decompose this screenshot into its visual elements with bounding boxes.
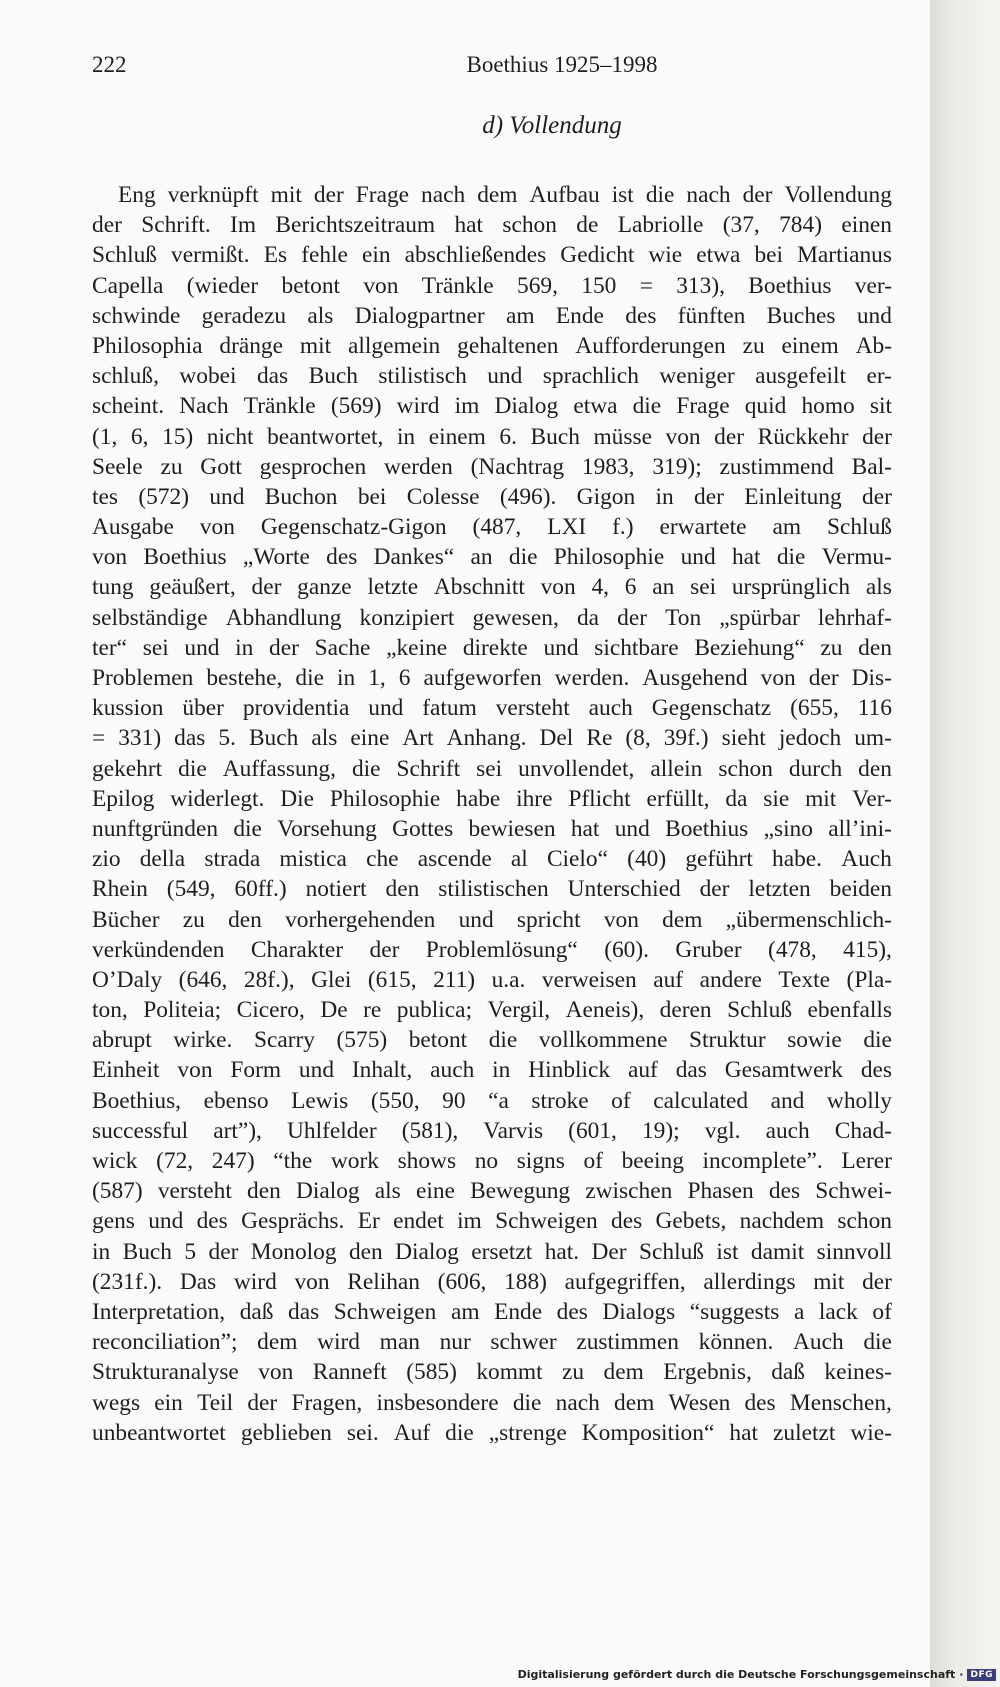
body-text: [92, 180, 892, 1448]
text-line: zio della strada mistica che ascende al Cielo“ (40) geführt habe. Auch: [92, 846, 892, 873]
text-line: Boethius, ebenso Lewis (550, 90 “a stroke of calculated and wholly: [92, 1087, 892, 1114]
running-title: Boethius 1925–1998: [466, 52, 658, 77]
page-gutter-shadow: [930, 0, 1000, 1687]
dfg-logo: DFG: [967, 1669, 996, 1681]
text-line: unbeantwortet geblieben sei. Auf die „strenge Komposition“ hat zuletzt wie-: [92, 1419, 892, 1446]
text-line: Capella (wieder betont von Tränkle 569, 150 = 313), Boethius ver-: [92, 272, 892, 299]
text-line: (587) versteht den Dialog als eine Bewegung zwischen Phasen des Schwei-: [92, 1178, 892, 1205]
text-line: O’Daly (646, 28f.), Glei (615, 211) u.a. verweisen auf andere Texte (Pla-: [92, 966, 892, 993]
text-line: Strukturanalyse von Ranneft (585) kommt zu dem Ergebnis, daß keines-: [92, 1359, 892, 1386]
text-line: abrupt wirke. Scarry (575) betont die vollkommene Struktur sowie die: [92, 1027, 892, 1054]
text-line: von Boethius „Worte des Dankes“ an die Philosophie und hat die Vermu-: [92, 544, 892, 571]
text-line: tes (572) und Buchon bei Colesse (496). Gigon in der Einleitung der: [92, 483, 892, 510]
text-line: schluß, wobei das Buch stilistisch und sprachlich weniger ausgefeilt er-: [92, 363, 892, 390]
text-line: Eng verknüpft mit der Frage nach dem Aufbau ist die nach der Vollendung: [118, 182, 892, 208]
text-line: tung geäußert, der ganze letzte Abschnitt von 4, 6 an sei ursprünglich als: [92, 574, 892, 601]
text-line: verkündenden Charakter der Problemlösung“ (60). Gruber (478, 415),: [92, 936, 892, 963]
text-line: schwinde geradezu als Dialogpartner am Ende des fünften Buches und: [92, 302, 892, 329]
text-line: Bücher zu den vorhergehenden und spricht von dem „übermenschlich-: [92, 906, 892, 933]
text-line: Problemen bestehe, die in 1, 6 aufgeworfen werden. Ausgehend von der Dis-: [92, 665, 892, 691]
text-line: scheint. Nach Tränkle (569) wird im Dialog etwa die Frage quid homo sit: [92, 393, 892, 420]
text-line: Ausgabe von Gegenschatz-Gigon (487, LXI f.) erwartete am Schluß: [92, 514, 892, 541]
text-line: (231f.). Das wird von Relihan (606, 188) aufgegriffen, allerdings mit der: [92, 1268, 892, 1295]
text-line: in Buch 5 der Monolog den Dialog ersetzt hat. Der Schluß ist damit sinnvoll: [92, 1238, 892, 1265]
text-line: = 331) das 5. Buch als eine Art Anhang. Del Re (8, 39f.) sieht jedoch um-: [92, 725, 892, 752]
text-line: Schluß vermißt. Es fehle ein abschließendes Gedicht wie etwa bei Martianus: [92, 242, 892, 269]
text-line: reconciliation”; dem wird man nur schwer zustimmen können. Auch die: [92, 1329, 892, 1356]
text-line: ton, Politeia; Cicero, De re publica; Vergil, Aeneis), deren Schluß ebenfalls: [92, 997, 892, 1024]
text-line: ter“ sei und in der Sache „keine direkte und sichtbare Beziehung“ zu den: [92, 634, 892, 661]
digitization-credit: Digitalisierung gefördert durch die Deutsche Forschungsgemeinschaft · DFG: [518, 1668, 996, 1681]
text-line: Philosophia dränge mit allgemein gehaltenen Aufforderungen zu einem Ab-: [92, 332, 892, 359]
text-line: Seele zu Gott gesprochen werden (Nachtrag 1983, 319); zustimmend Bal-: [92, 453, 892, 480]
text-line: Rhein (549, 60ff.) notiert den stilistischen Unterschied der letzten beiden: [92, 876, 892, 903]
text-line: wick (72, 247) “the work shows no signs of beeing incomplete”. Lerer: [92, 1148, 892, 1174]
running-head: [92, 52, 892, 86]
section-heading: d) Vollendung: [482, 112, 622, 139]
text-line: Einheit von Form und Inhalt, auch in Hinblick auf das Gesamtwerk des: [92, 1057, 892, 1084]
credit-text: Digitalisierung gefördert durch die Deutsche Forschungsgemeinschaft: [517, 1668, 956, 1681]
text-line: (1, 6, 15) nicht beantwortet, in einem 6. Buch müsse von der Rückkehr der: [92, 423, 892, 450]
page-number: 222: [92, 52, 127, 77]
text-line: nunftgründen die Vorsehung Gottes bewiesen hat und Boethius „sino all’ini-: [92, 815, 892, 842]
text-line: Interpretation, daß das Schweigen am Ende des Dialogs “suggests a lack of: [92, 1298, 892, 1325]
text-line: successful art”), Uhlfelder (581), Varvis (601, 19); vgl. auch Chad-: [92, 1117, 892, 1144]
text-line: gens und des Gesprächs. Er endet im Schweigen des Gebets, nachdem schon: [92, 1208, 892, 1235]
text-line: selbständige Abhandlung konzipiert gewesen, da der Ton „spürbar lehrhaf-: [92, 604, 892, 631]
text-line: der Schrift. Im Berichtszeitraum hat schon de Labriolle (37, 784) einen: [92, 212, 892, 239]
text-line: wegs ein Teil der Fragen, insbesondere die nach dem Wesen des Menschen,: [92, 1389, 892, 1416]
text-line: gekehrt die Auffassung, die Schrift sei unvollendet, allein schon durch den: [92, 755, 892, 782]
text-line: Epilog widerlegt. Die Philosophie habe ihre Pflicht erfüllt, da sie mit Ver-: [92, 785, 892, 812]
text-line: kussion über providentia und fatum versteht auch Gegenschatz (655, 116: [92, 695, 892, 722]
